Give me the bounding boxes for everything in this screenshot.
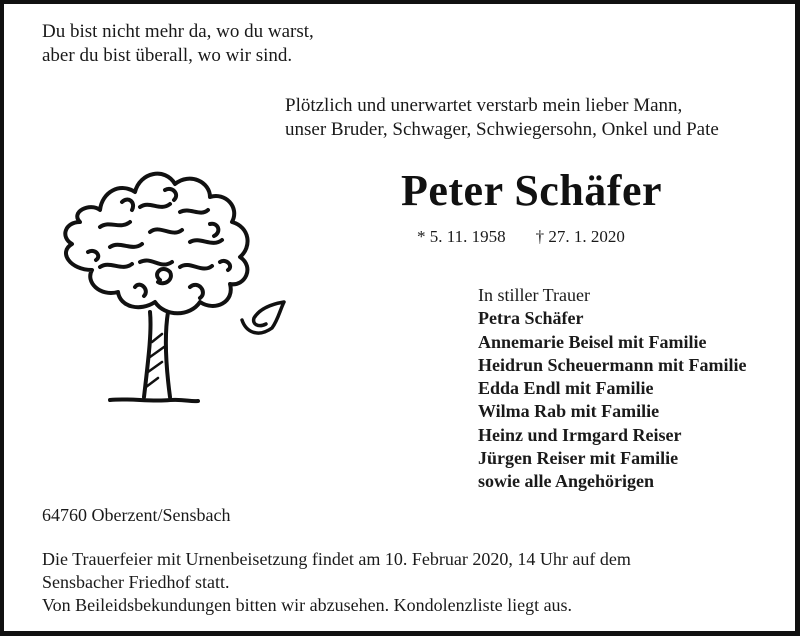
- mourners-list: [478, 284, 747, 494]
- mourner-name: sowie alle Angehörigen: [478, 471, 654, 492]
- life-dates: [417, 226, 625, 248]
- mourner-name: Jürgen Reiser mit Familie: [478, 448, 679, 469]
- birth-date: * 5. 11. 1958: [417, 227, 506, 246]
- funeral-info: [42, 548, 631, 617]
- quote-line: Du bist nicht mehr da, wo du warst,: [42, 21, 314, 42]
- location: 64760 Oberzent/Sensbach: [42, 505, 231, 525]
- mourner-name: Wilma Rab mit Familie: [478, 401, 660, 422]
- memorial-quote: [42, 20, 314, 68]
- mourners-lead: In stiller Trauer: [478, 285, 590, 305]
- mourner-name: Petra Schäfer: [478, 308, 584, 329]
- quote-line: aber du bist überall, wo wir sind.: [42, 45, 293, 66]
- funeral-info-line: Sensbacher Friedhof statt.: [42, 572, 230, 592]
- funeral-info-line: Von Beileidsbekundungen bitten wir abzusehen. Kondolenzliste liegt aus.: [42, 595, 573, 615]
- death-date: † 27. 1. 2020: [535, 227, 625, 246]
- announcement-line: unser Bruder, Schwager, Schwiegersohn, Onkel und Pate: [285, 119, 719, 140]
- mourner-name: Annemarie Beisel mit Familie: [478, 331, 707, 352]
- tree-with-falling-leaf-icon: [40, 152, 290, 414]
- mourner-name: Edda Endl mit Familie: [478, 378, 654, 399]
- deceased-name: Peter Schäfer: [401, 166, 663, 215]
- mourner-name: Heinz und Irmgard Reiser: [478, 424, 682, 445]
- funeral-info-line: Die Trauerfeier mit Urnenbeisetzung findet am 10. Februar 2020, 14 Uhr auf dem: [42, 549, 631, 569]
- announcement-line: Plötzlich und unerwartet verstarb mein lieber Mann,: [285, 95, 683, 116]
- mourner-name: Heidrun Scheuermann mit Familie: [478, 354, 747, 375]
- death-announcement: [285, 94, 719, 142]
